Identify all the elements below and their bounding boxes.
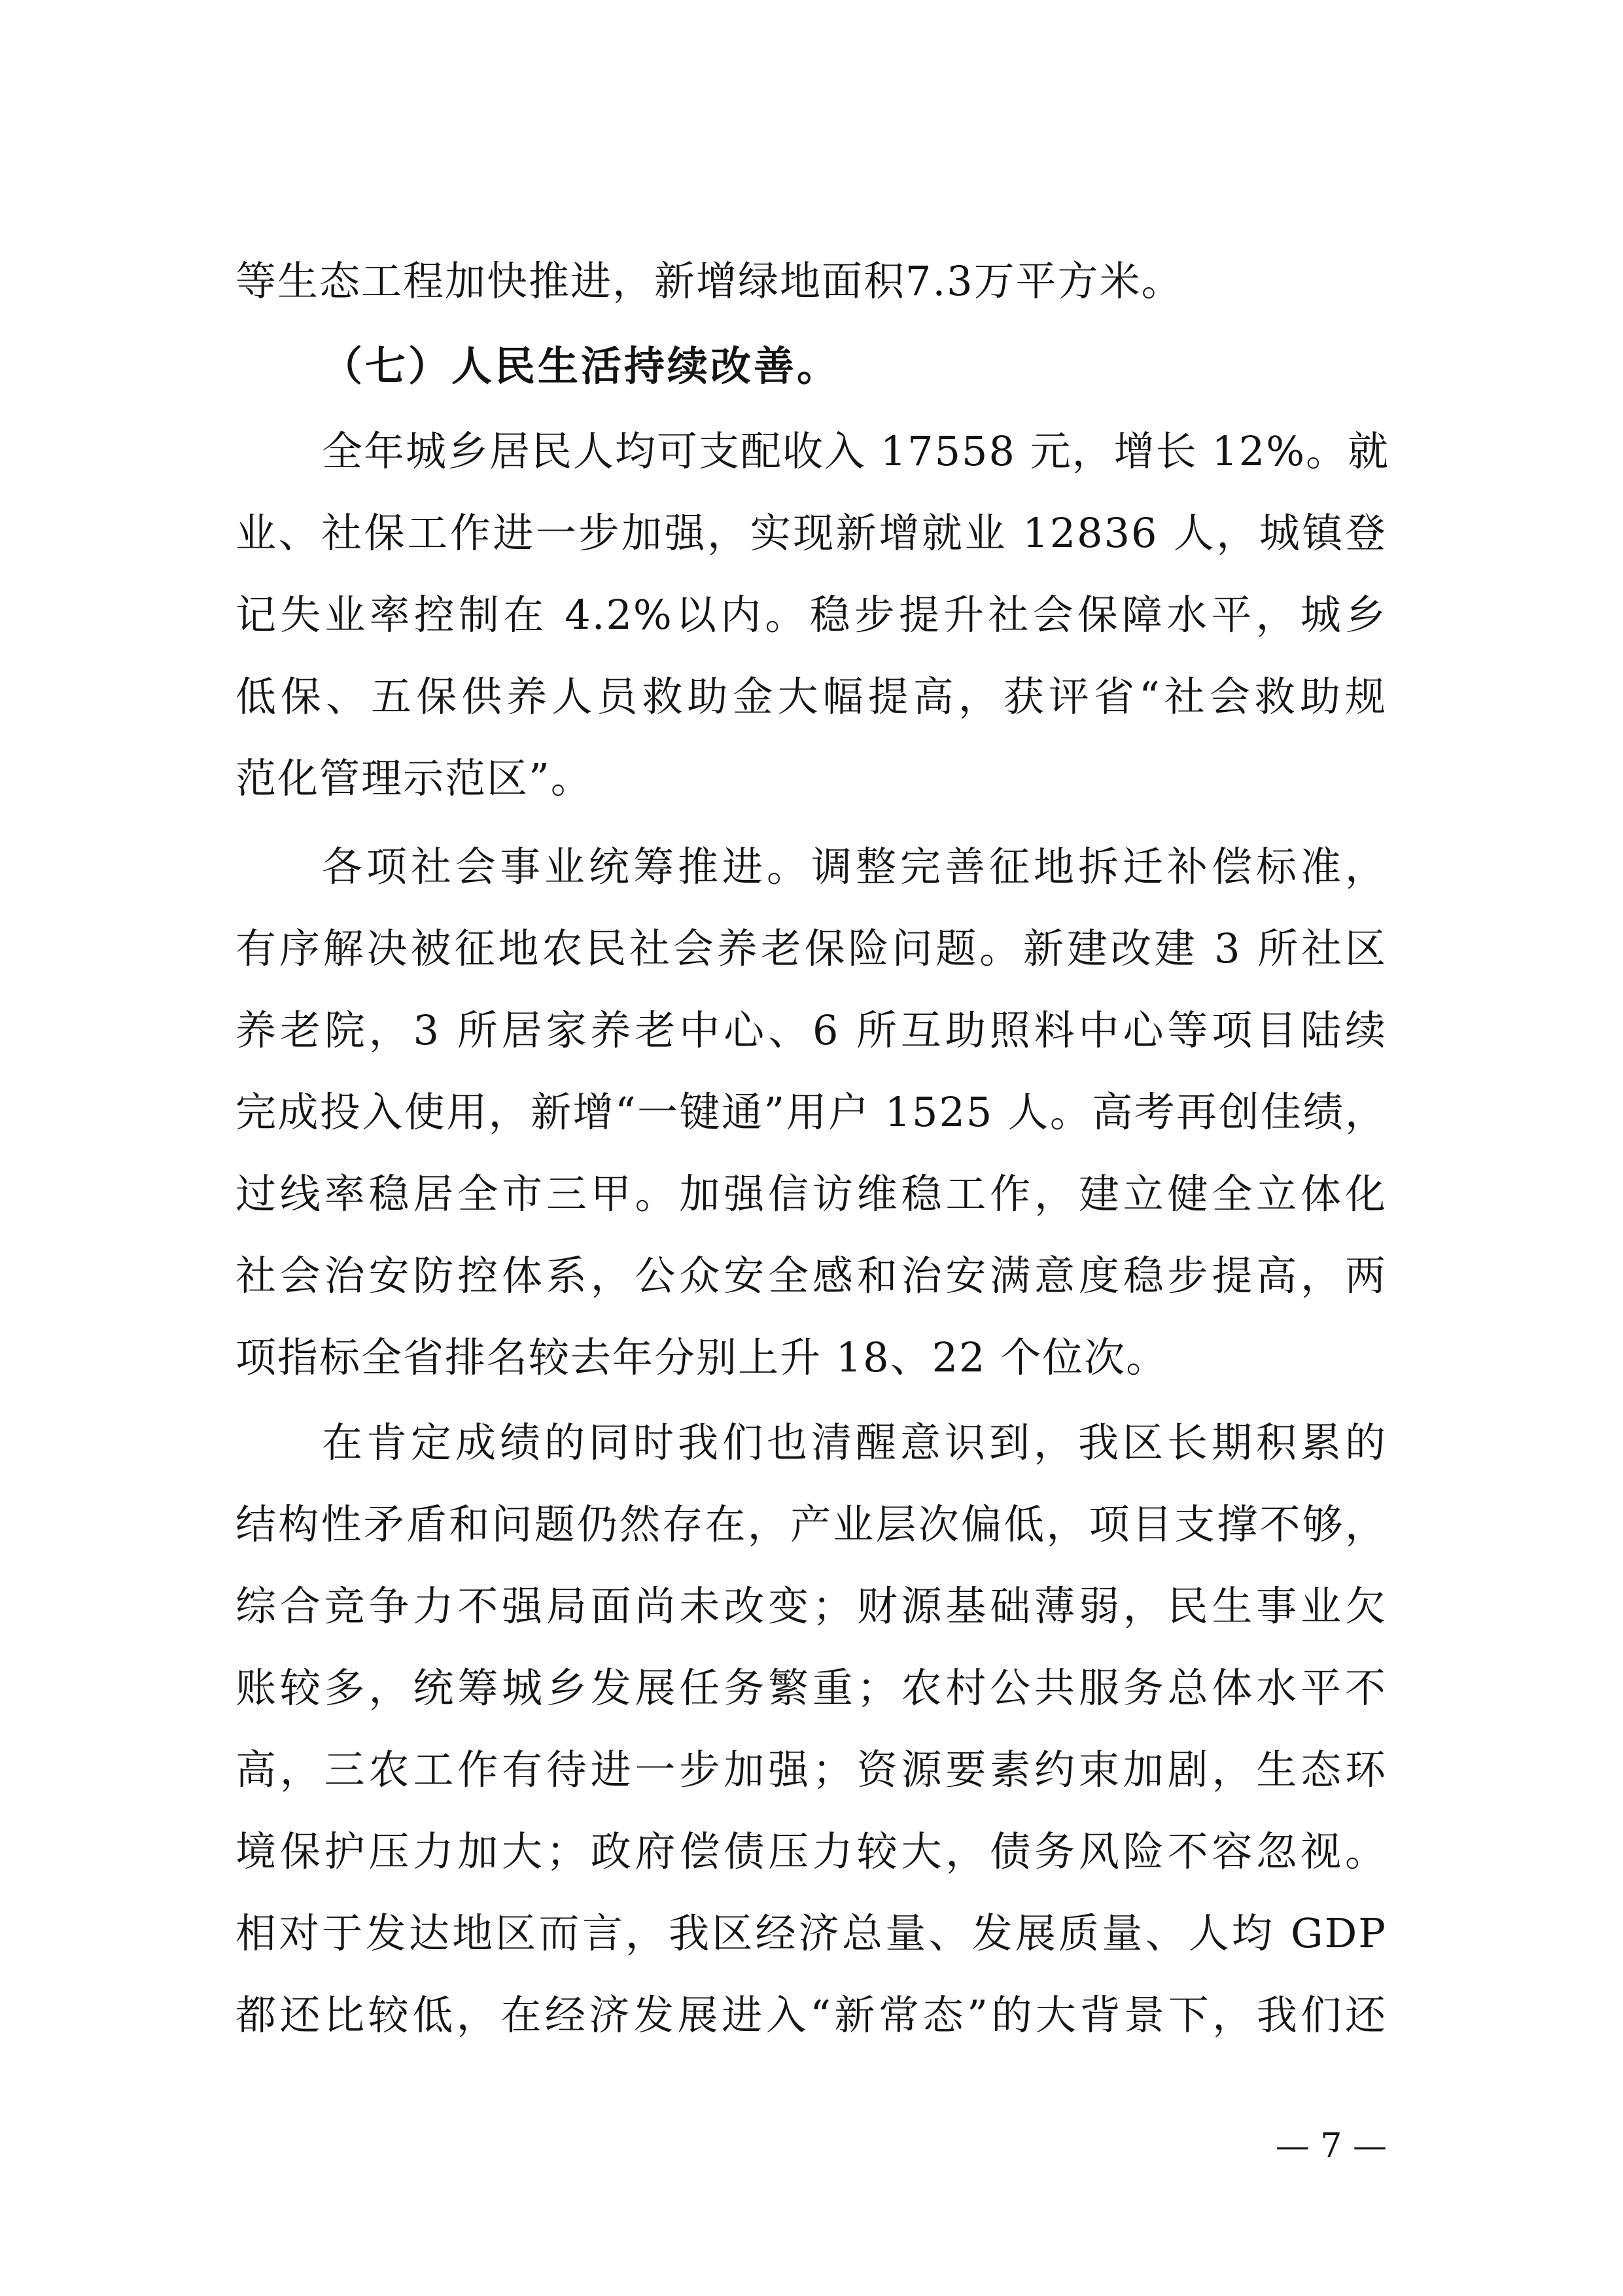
text-line: 在肯定成绩的同时我们也清醒意识到，我区长期积累的 xyxy=(322,1419,1387,1466)
text-line: 记失业率控制在 4.2%以内。稳步提升社会保障水平，城乡 xyxy=(236,591,1387,639)
text-line: 低保、五保供养人员救助金大幅提高，获评省“社会救助规 xyxy=(236,673,1387,720)
text-line: 完成投入使用，新增“一键通”用户 1525 人。高考再创佳绩， xyxy=(236,1088,1387,1136)
text-line: 范化管理示范区”。 xyxy=(236,754,593,802)
text-line: 等生态工程加快推进，新增绿地面积7.3万平方米。 xyxy=(236,257,1183,305)
section-heading: （七）人民生活持续改善。 xyxy=(322,342,841,390)
text-line: 养老院，3 所居家养老中心、6 所互助照料中心等项目陆续 xyxy=(236,1006,1387,1054)
text-line: 相对于发达地区而言，我区经济总量、发展质量、人均 GDP xyxy=(236,1909,1387,1957)
text-line: 过线率稳居全市三甲。加强信访维稳工作，建立健全立体化 xyxy=(236,1170,1387,1218)
text-line: 各项社会事业统筹推进。调整完善征地拆迁补偿标准， xyxy=(322,843,1387,891)
page-number: — 7 — xyxy=(1275,2127,1387,2166)
text-line: 账较多，统筹城乡发展任务繁重；农村公共服务总体水平不 xyxy=(236,1664,1387,1712)
text-line: 有序解决被征地农民社会养老保险问题。新建改建 3 所社区 xyxy=(236,925,1387,972)
text-line: 结构性矛盾和问题仍然存在，产业层次偏低，项目支撑不够， xyxy=(236,1500,1387,1548)
text-line: 全年城乡居民人均可支配收入 17558 元，增长 12%。就 xyxy=(322,427,1390,475)
text-line: 项指标全省排名较去年分别上升 18、22 个位次。 xyxy=(236,1333,1168,1381)
text-line: 都还比较低，在经济发展进入“新常态”的大背景下，我们还 xyxy=(236,1991,1387,2039)
text-line: 综合竞争力不强局面尚未改变；财源基础薄弱，民生事业欠 xyxy=(236,1582,1387,1630)
text-line: 高，三农工作有待进一步加强；资源要素约束加剧，生态环 xyxy=(236,1746,1387,1793)
text-line: 境保护压力加大；政府偿债压力较大，债务风险不容忽视。 xyxy=(236,1828,1387,1875)
text-line: 业、社保工作进一步加强，实现新增就业 12836 人，城镇登 xyxy=(236,509,1387,557)
text-line: 社会治安防控体系，公众安全感和治安满意度稳步提高，两 xyxy=(236,1252,1387,1299)
